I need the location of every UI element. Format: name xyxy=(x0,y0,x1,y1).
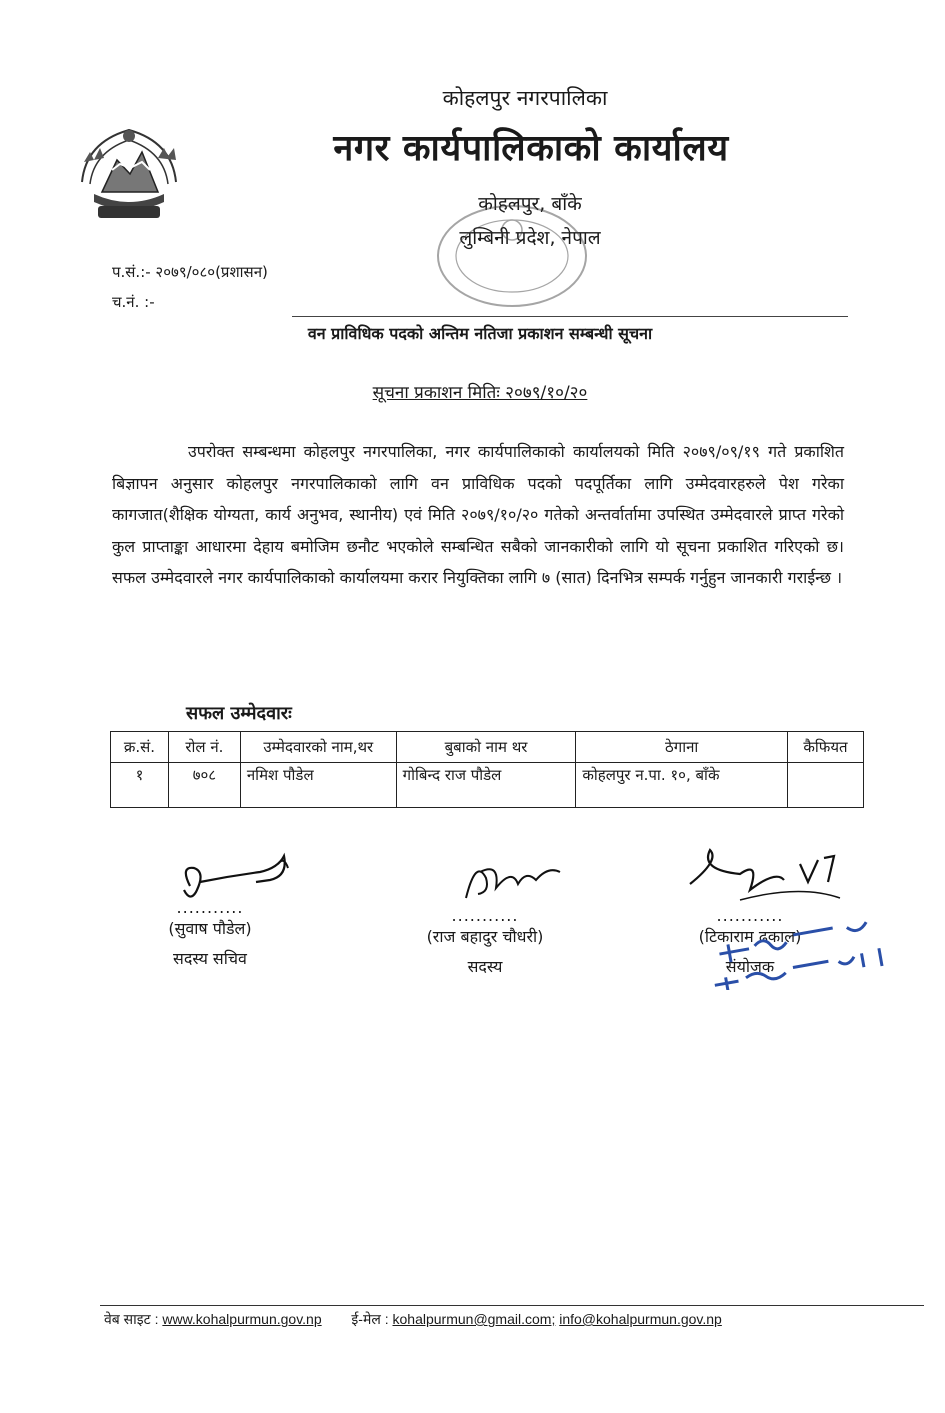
col-address: ठेगाना xyxy=(576,732,788,763)
address-line-2: लुम्बिनी प्रदेश, नेपाल xyxy=(459,227,601,249)
government-emblem xyxy=(72,122,186,226)
website-link[interactable]: www.kohalpurmun.gov.np xyxy=(162,1311,322,1327)
cell-remarks xyxy=(788,763,864,808)
municipality-name: कोहलपुर नगरपालिका xyxy=(442,86,608,110)
signatory-2-title: सदस्य xyxy=(467,957,503,976)
results-table xyxy=(110,731,864,808)
email-label: ई-मेल : xyxy=(351,1311,389,1327)
cell-father-name: गोबिन्द राज पौडेल xyxy=(396,763,576,808)
footer-contact xyxy=(104,1310,722,1329)
table-header-row xyxy=(111,732,864,763)
signatory-2-name: (राज बहादुर चौधरी) xyxy=(426,927,544,946)
office-title: नगर कार्यपालिकाको कार्यालय xyxy=(333,128,729,169)
signatory-3-title: संयोजक xyxy=(725,957,775,976)
dispatch-number: च.नं. :- xyxy=(112,293,155,311)
col-serial: क्र.सं. xyxy=(111,732,169,763)
cell-candidate-name: नमिश पौडेल xyxy=(240,763,396,808)
publication-date-text: सूचना प्रकाशन मितिः २०७९/१०/२० xyxy=(372,383,588,403)
publication-date xyxy=(290,380,670,403)
signature-member xyxy=(456,848,576,912)
signatory-1-name: (सुवाष पौडेल) xyxy=(168,919,252,938)
signature-dots-1: ........... xyxy=(176,898,244,917)
signatory-1 xyxy=(110,898,310,969)
address-line-1: कोहलपुर, बाँके xyxy=(478,193,582,215)
signatory-1-title: सदस्य सचिव xyxy=(173,949,247,968)
notice-body: उपरोक्त सम्बन्धमा कोहलपुर नगरपालिका, नगर कार्यपालिकाको कार्यालयको मिति २०७९/०९/१९ गते प्रकाशित बिज्ञापन अनुसार कोहलपुर नगरपालिकाको लागि वन प्राविधिक पदको पदपूर्तिका लागि उम्मेदवारहरुले पेश गरेका कागजात(शैक्षिक योग्यता, कार्य अनुभव, स्थानीय) एवं मिति २०७९/१०/२० गतेको अन्तर्वार्तामा उपस्थित उम्मेदवारले प्राप्त गरेको कुल प्राप्ताङ्का आधारमा देहाय बमोजिम छनौट भएकोले सम्बन्धित सबैको जानकारीको लागि यो सूचना प्रकाशित गरिएको छ। सफल उम्मेदवारले नगर कार्यपालिकाको कार्यालयमा करार नियुक्तिका लागि ७ (सात) दिनभित्र सम्पर्क गर्नुहुन जानकारी गराईन्छ । xyxy=(112,442,844,587)
cell-address: कोहलपुर न.पा. १०, बाँके xyxy=(576,763,788,808)
signatory-3-name: (टिकाराम ढकाल) xyxy=(698,927,802,946)
notice-subject: वन प्राविधिक पदको अन्तिम नतिजा प्रकाशन सम्बन्धी सूचना xyxy=(307,324,653,343)
col-roll: रोल नं. xyxy=(168,732,240,763)
cell-roll: ७०८ xyxy=(168,763,240,808)
header-divider xyxy=(292,316,848,317)
successful-candidates-heading: सफल उम्मेदवारः xyxy=(186,703,292,724)
col-remarks: कैफियत xyxy=(788,732,864,763)
col-candidate-name: उम्मेदवारको नाम,थर xyxy=(240,732,396,763)
table-row xyxy=(111,763,864,808)
signature-dots-3: ........... xyxy=(716,906,784,925)
col-father-name: बुबाको नाम थर xyxy=(396,732,576,763)
footer-divider xyxy=(100,1305,924,1306)
website-label: वेब साइट : xyxy=(104,1311,159,1327)
reference-number: प.सं.:- २०७९/०८०(प्रशासन) xyxy=(112,263,268,281)
signatory-2 xyxy=(385,906,585,977)
office-round-stamp xyxy=(432,200,592,312)
signature-dots-2: ........... xyxy=(451,906,519,925)
cell-serial: १ xyxy=(111,763,169,808)
email-link-2[interactable]: info@kohalpurmun.gov.np xyxy=(559,1311,722,1327)
email-link-1[interactable]: kohalpurmun@gmail.com; xyxy=(392,1311,556,1327)
officer-blue-stamp xyxy=(700,910,900,990)
